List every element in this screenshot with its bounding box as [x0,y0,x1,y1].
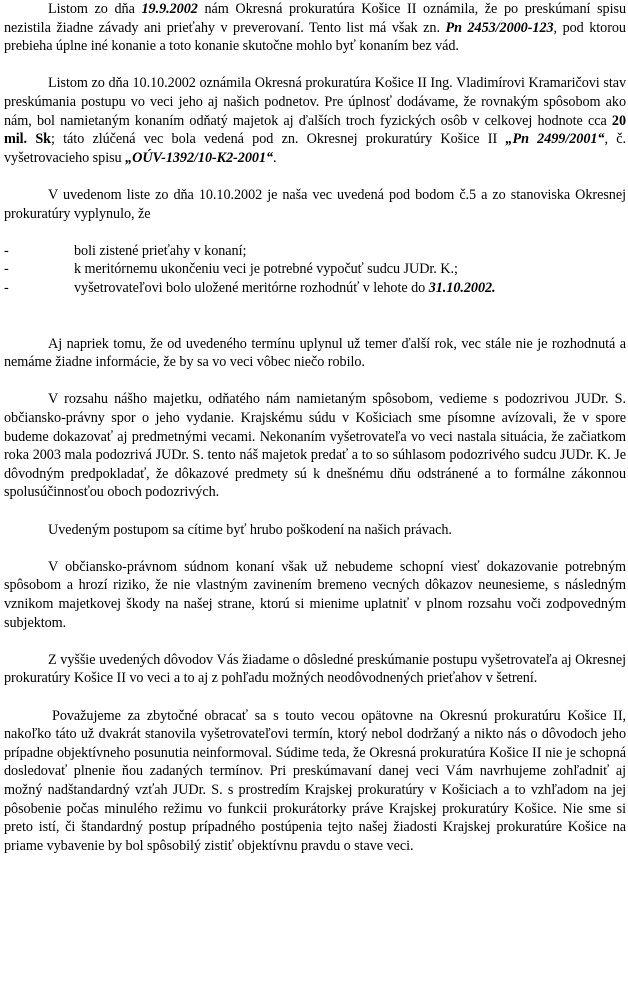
findings-list [4,242,626,298]
amount: 20 mil. Sk [4,112,626,148]
letter-page [4,0,626,994]
paragraph-9: Považujeme za zbytočné obracať sa s touto vecou opätovne na Okresnú prokuratúru Košice II, nakoľko táto už dvakrát stanovila vyšetrovateľovi termín, ktorý nebol dodržaný a nikto nás o dôvodoch jeho prípadne objektívneho posunutia neinformoval. Súdime teda, že Okresná prokuratúra Košice II nie je schopná dosledovať plnenie ňou zadaných termínov. Pri preskúmavaní danej veci Vám navrhujeme zohľadniť aj možný nadštandardný vzťah JUDr. S. s prostredím Krajskej prokuratúry v Košiciach a to vzhľadom na jej pôsobenie počas minulého režimu vo funkcii prokurátorky práve Krajskej prokuratúry Košice. Nie sme si preto istí, či štandardný postup prípadného postúpenia tejto našej žiadosti Krajskej prokuratúre Košice na priame vybavenie by bol spôsobilý zistiť objektívnu pravdu o stave veci. [4,707,626,854]
deadline-date: 31.10.2002. [428,279,496,296]
investigation-file-number: „OÚV-1392/10-K2-2001“ [125,149,274,166]
paragraph-4: Aj napriek tomu, že od uvedeného termínu uplynul už temer ďalší rok, vec stále nie je rozhodnutá a nemáme žiadne informácie, že by sa vo veci vôbec niečo robilo. [4,335,626,371]
paragraph-6: Uvedeným postupom sa cítime byť hrubo poškodení na našich právach. [48,521,452,538]
reference-number: „Pn 2499/2001“ [505,131,605,148]
paragraph-7: V občiansko-právnom súdnom konaní však už nebudeme schopní viesť dokazovanie potrebným spôsobom a hrozí riziko, že nie vlastným zavinením bremeno vecných dôkazov neunesieme, s následným vznikom majetkovej škody na našej strane, ktorú si mienime uplatniť v plnom rozsahu voči zodpovedným subjektom. [4,558,626,631]
list-item: - k meritórnemu ukončeniu veci je potrebné vypočuť sudcu JUDr. K.; [4,261,458,278]
paragraph-5: V rozsahu nášho majetku, odňatého nám namietaným spôsobom, vedieme s podozrivou JUDr. S. občiansko-právny spor o jeho vydanie. Krajskému súdu v Košiciach sme písomne avízovali, že v spore budeme dokazovať aj predmetnými vecami. Nekonaním vyšetrovateľa vo veci nastala situácia, že začiatkom roka 2003 mala podozrivá JUDr. S. tento náš majetok predať a to so súhlasom podozrivého sudcu JUDr. K. Je dôvodným predpokladať, že dôkazové predmety sú k dnešnému dňu odstránené a to formálne zákonnou spolusúčinnosťou oboch podozrivých. [4,391,626,501]
reference-number: Pn 2453/2000-123 [445,19,554,36]
list-item: - vyšetrovateľovi bolo uložené meritórne rozhodnúť v lehote do 31.10.2002. [4,279,496,296]
paragraph-3: V uvedenom liste zo dňa 10.10.2002 je naša vec uvedená pod bodom č.5 a zo stanoviska Okresnej prokuratúry vyplynulo, že [4,186,626,222]
paragraph-1: Listom zo dňa 19.9.2002 nám Okresná prokuratúra Košice II oznámila, že po preskúmaní spisu nezistila žiadne závady ani prieťahy v preverovaní. Tento list má však zn. Pn 2453/2000-123, pod ktorou prebieha úplne iné konanie a toto konanie skutočne mohlo byť konaním bez vád. [4,1,626,55]
dash-marker: - [4,242,9,259]
paragraph-8: Z vyššie uvedených dôvodov Vás žiadame o dôsledné preskúmanie postupu vyšetrovateľa aj Okresnej prokuratúry Košice II vo veci a to aj z pohľadu možných neodôvodnených prieťahov v šetrení. [4,651,626,687]
list-item: - boli zistené prieťahy v konaní; [4,242,247,259]
dash-marker: - [4,279,9,296]
dash-marker: - [4,261,9,278]
letter-date: 19.9.2002 [141,1,198,17]
paragraph-2: Listom zo dňa 10.10.2002 oznámila Okresná prokuratúra Košice II Ing. Vladimírovi Kramaričovi stav preskúmania postupu vo veci jeho aj našich podnetov. Pre úplnosť dodávame, že rovnakým spôsobom ako nám, bol namietaným konaním odňatý majetok aj ďalších troch fyzických osôb v celkovej hodnote cca 20 mil. Sk; táto zlúčená vec bola vedená pod zn. Okresnej prokuratúry Košice II „Pn 2499/2001“, č. vyšetrovacieho spisu „OÚV-1392/10-K2-2001“. [4,75,626,166]
